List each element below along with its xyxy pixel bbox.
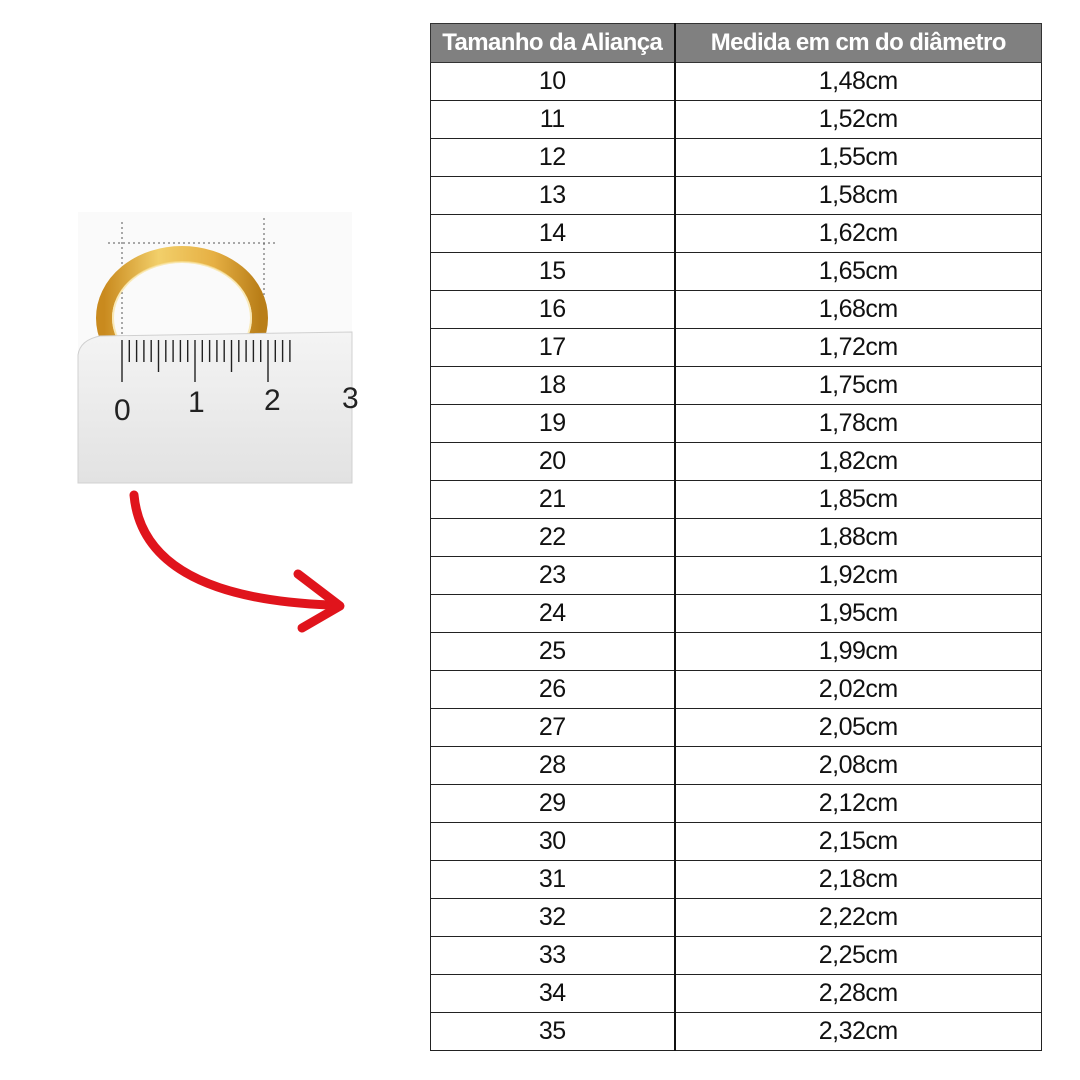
ring-size-cell: 15 xyxy=(431,253,675,291)
diameter-cell: 1,92cm xyxy=(675,557,1042,595)
table-row xyxy=(431,63,1042,101)
ruler-label-3: 3 xyxy=(342,382,359,415)
diameter-cell: 1,68cm xyxy=(675,291,1042,329)
table-row xyxy=(431,291,1042,329)
ruler-label-0: 0 xyxy=(114,394,131,427)
table-row xyxy=(431,747,1042,785)
table-row xyxy=(431,937,1042,975)
table-row xyxy=(431,329,1042,367)
ring-size-cell: 25 xyxy=(431,633,675,671)
diameter-cell: 2,32cm xyxy=(675,1013,1042,1051)
ring-size-table xyxy=(430,23,1042,1051)
table-row xyxy=(431,861,1042,899)
table-row xyxy=(431,557,1042,595)
ring-size-cell: 11 xyxy=(431,101,675,139)
diameter-cell: 2,25cm xyxy=(675,937,1042,975)
ruler-label-2: 2 xyxy=(264,384,281,417)
table-row xyxy=(431,671,1042,709)
diameter-cell: 2,28cm xyxy=(675,975,1042,1013)
ring-size-cell: 18 xyxy=(431,367,675,405)
table-row xyxy=(431,785,1042,823)
ruler-label-1: 1 xyxy=(188,386,205,419)
table-row xyxy=(431,443,1042,481)
table-row xyxy=(431,481,1042,519)
ring-size-cell: 28 xyxy=(431,747,675,785)
ring-size-cell: 32 xyxy=(431,899,675,937)
diameter-cell: 1,95cm xyxy=(675,595,1042,633)
ring-size-cell: 19 xyxy=(431,405,675,443)
diameter-cell: 1,78cm xyxy=(675,405,1042,443)
ring-size-cell: 34 xyxy=(431,975,675,1013)
ring-size-cell: 20 xyxy=(431,443,675,481)
ring-size-cell: 31 xyxy=(431,861,675,899)
ring-size-cell: 29 xyxy=(431,785,675,823)
diameter-cell: 2,08cm xyxy=(675,747,1042,785)
ring-size-cell: 12 xyxy=(431,139,675,177)
diameter-cell: 2,12cm xyxy=(675,785,1042,823)
ring-size-cell: 27 xyxy=(431,709,675,747)
ruler xyxy=(78,332,359,483)
diameter-cell: 2,22cm xyxy=(675,899,1042,937)
table-row xyxy=(431,519,1042,557)
table-row xyxy=(431,405,1042,443)
diameter-cell: 2,15cm xyxy=(675,823,1042,861)
diameter-cell: 1,72cm xyxy=(675,329,1042,367)
ring-size-cell: 10 xyxy=(431,63,675,101)
table-row xyxy=(431,899,1042,937)
diameter-cell: 1,88cm xyxy=(675,519,1042,557)
ring-size-cell: 33 xyxy=(431,937,675,975)
ring-size-cell: 22 xyxy=(431,519,675,557)
header-diameter-cm: Medida em cm do diâmetro xyxy=(675,24,1042,63)
ring-size-cell: 21 xyxy=(431,481,675,519)
header-ring-size: Tamanho da Aliança xyxy=(431,24,675,63)
table-row xyxy=(431,101,1042,139)
ring-photo xyxy=(78,212,359,483)
ring-size-cell: 13 xyxy=(431,177,675,215)
diameter-cell: 1,82cm xyxy=(675,443,1042,481)
table-row xyxy=(431,139,1042,177)
diameter-cell: 2,18cm xyxy=(675,861,1042,899)
table-row xyxy=(431,595,1042,633)
diameter-cell: 1,62cm xyxy=(675,215,1042,253)
ring-size-cell: 14 xyxy=(431,215,675,253)
diameter-cell: 1,58cm xyxy=(675,177,1042,215)
ring-size-cell: 23 xyxy=(431,557,675,595)
ring-size-cell: 16 xyxy=(431,291,675,329)
diameter-cell: 2,02cm xyxy=(675,671,1042,709)
ring-size-cell: 24 xyxy=(431,595,675,633)
ring-size-cell: 30 xyxy=(431,823,675,861)
table-row xyxy=(431,253,1042,291)
table-row xyxy=(431,367,1042,405)
diameter-cell: 2,05cm xyxy=(675,709,1042,747)
diameter-cell: 1,75cm xyxy=(675,367,1042,405)
table-row xyxy=(431,633,1042,671)
table-header-row xyxy=(431,24,1042,63)
diameter-cell: 1,48cm xyxy=(675,63,1042,101)
table-row xyxy=(431,823,1042,861)
table-row xyxy=(431,1013,1042,1051)
ring-size-cell: 17 xyxy=(431,329,675,367)
table-row xyxy=(431,177,1042,215)
table-row xyxy=(431,215,1042,253)
diameter-cell: 1,65cm xyxy=(675,253,1042,291)
table-row xyxy=(431,709,1042,747)
diameter-cell: 1,85cm xyxy=(675,481,1042,519)
red-arrow-icon xyxy=(134,495,340,628)
ring-size-cell: 35 xyxy=(431,1013,675,1051)
diameter-cell: 1,52cm xyxy=(675,101,1042,139)
diameter-cell: 1,55cm xyxy=(675,139,1042,177)
ring-size-cell: 26 xyxy=(431,671,675,709)
ring-measurement-illustration xyxy=(0,0,430,1080)
diameter-cell: 1,99cm xyxy=(675,633,1042,671)
table-row xyxy=(431,975,1042,1013)
